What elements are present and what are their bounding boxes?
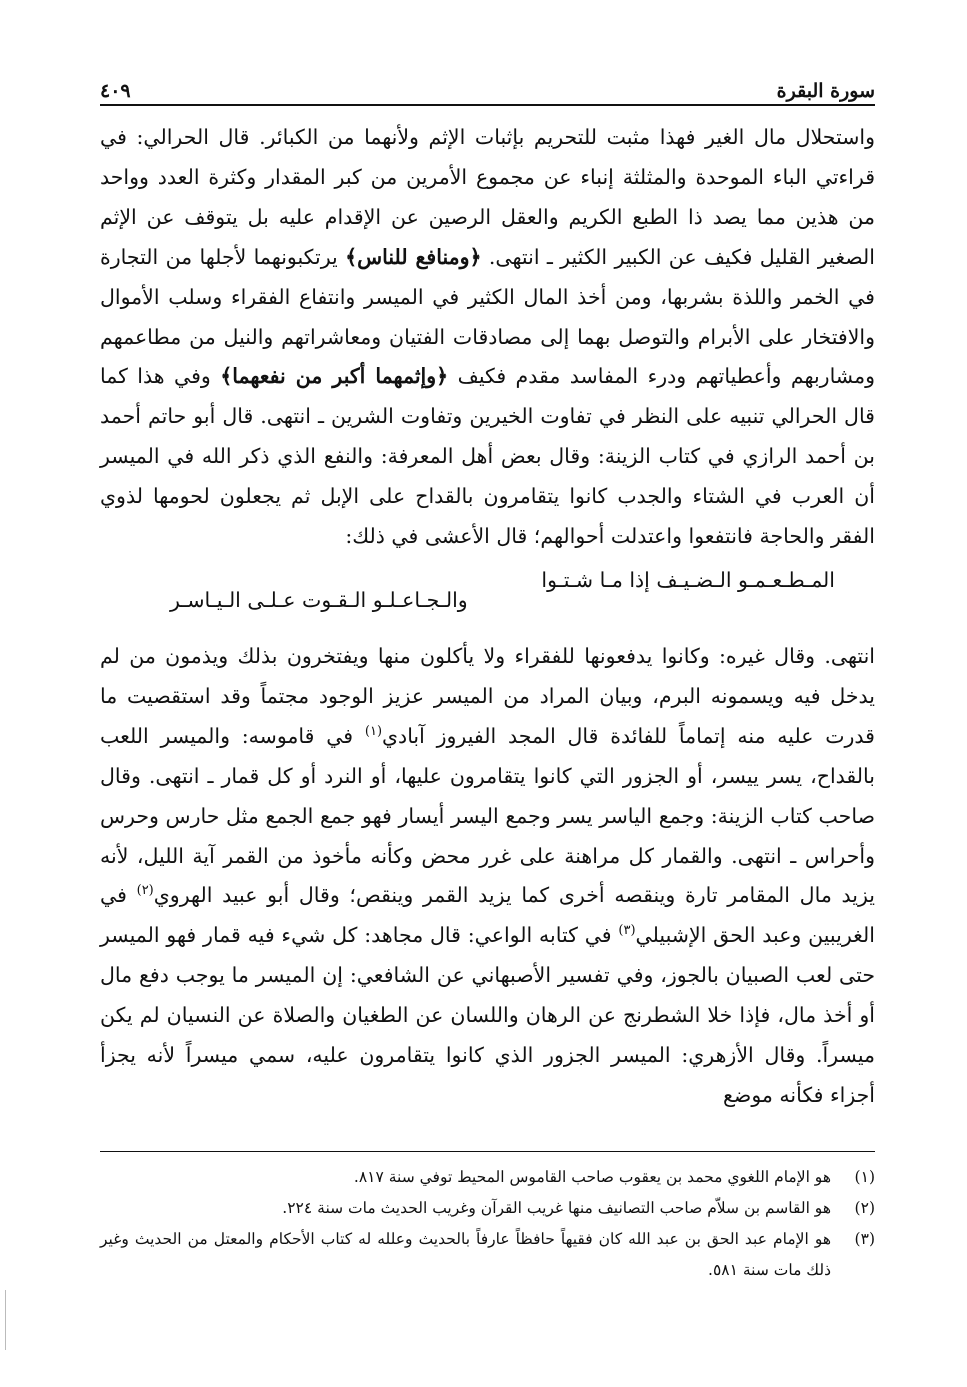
text-segment: في قاموسه: والميسر اللعب بالقداح، يسر ييسر، أو الجزور التي كانوا يتقامرون عليها، أو النرد أو كل قمار ـ انتهى. وقال صاحب كتاب الزينة: وجمع الياسر يسر وجمع اليسر أيسار فهو جمع الجمع مثل حارس وحرس وأحراس ـ انتهى. والقمار كل مراهنة على غرر محض وكأنه مأخوذ من القمر آية الليل، لأنه يزيد مال المقامر تارة وينقصه أخرى كما يزيد القمر وينقص؛ وقال أبو عبيد الهروي <box>100 723 875 908</box>
footnote-number: (٣) <box>854 1230 875 1248</box>
page-number: ٤٠٩ <box>100 80 131 102</box>
text-segment: في الغريبين وعبد الحق الإشبيلي <box>100 883 875 948</box>
main-text <box>100 118 875 1116</box>
footnote <box>100 1193 875 1224</box>
quran-quote: ﴿وإثمهما أكبر من نفعهما﴾ <box>220 364 449 389</box>
footnote-divider <box>100 1151 875 1152</box>
footnotes <box>100 1162 875 1286</box>
footnote-ref[interactable]: (١) <box>364 723 383 739</box>
text-segment: في كتابه الواعي: قال مجاهد: كل شيء فيه قمار فهو الميسر حتى لعب الصبيان بالجوز، وفي تفسير الأصبهاني عن الشافعي: إن الميسر ما يوجب دفع مال أو أخذ مال، فإذا خلا الشطرنج عن الرهان واللسان عن الطغيان والصلاة عن النسيان لم يكن ميسراً. وقال الأزهري: الميسر الجزور الذي كانوا يتقامرون عليه، سمي ميسراً لأنه يجزأ أجزاء فكأنه موضع <box>100 923 875 1107</box>
footnote-text: هو الإمام اللغوي محمد بن يعقوب صاحب القاموس المحيط توفي سنة ٨١٧. <box>353 1168 831 1186</box>
footnote <box>100 1224 875 1286</box>
footnote-text: هو القاسم بن سلاّم صاحب التصانيف منها غريب القرآن وغريب الحديث مات سنة ٢٢٤. <box>282 1199 831 1217</box>
footnote-text: هو الإمام عبد الحق بن عبد الله كان فقيهاً حافظاً عارفاً بالحديث وعلله له كتاب الأحكام والمعتل من الحديث وغير ذلك مات سنة ٥٨١. <box>100 1230 831 1279</box>
verse-first-hemistich: المـطـعـمـو الـضـيـف إذا مـا شـتـوا <box>541 567 835 592</box>
poetry-verse <box>100 557 875 637</box>
paragraph-1 <box>100 118 875 557</box>
scan-margin-line <box>5 1290 6 1350</box>
text-segment: انتهى. وقال غيره: وكانوا يدفعونها للفقراء ولا يأكلون منها ويفتخرون بذلك ويذمون من لم يدخل فيه ويسمونه البرم، وبيان المراد من الميسر عزيز الوجود مجتماً وقد استقصيت ما قدرت عليه منه إتماماً للفائدة قال المجد الفيروز آبادي <box>100 643 875 748</box>
quran-quote: ﴿ومنافع للناس﴾ <box>345 244 482 269</box>
footnote-number: (٢) <box>854 1199 875 1217</box>
header-divider <box>100 104 875 106</box>
footnote-ref[interactable]: (٣) <box>618 923 636 939</box>
footnote <box>100 1162 875 1193</box>
text-segment: وفي هذا كما قال الحرالي تنبيه على النظر في تفاوت الخيرين وتفاوت الشرين ـ انتهى. قال أبو حاتم أحمد بن أحمد الرازي في كتاب الزينة: وقال بعض أهل المعرفة: والنفع الذي ذكر الله في الميسر أن العرب في الشتاء والجدب كانوا يتقامرون بالقداح على الإبل ثم يجعلون لحومها لذوي الفقر والحاجة فانتفعوا واعتدلت أحوالهم؛ قال الأعشى في ذلك: <box>100 364 875 549</box>
footnote-number: (١) <box>854 1168 875 1186</box>
page-header <box>100 70 875 102</box>
surah-title: سورة البقرة <box>776 80 875 102</box>
footnote-ref[interactable]: (٢) <box>136 883 154 899</box>
paragraph-2 <box>100 637 875 1116</box>
text-segment: يرتكبونهما لأجلها من التجارة في الخمر واللذة بشربها، ومن أخذ المال الكثير في الميسر وانتفاع الفقراء وسلب الأموال والافتخار على الأبرام والتوصل بهما إلى مصادقات الفتيان ومعاشراتهم والنيل من مطاعمهم ومشاربهم وأعطياتهم ودرء المفاسد مقدم فكيف <box>100 244 875 389</box>
verse-second-hemistich: والـجـاعـلـو الـقـوت عـلـى الـيـاسـر <box>170 587 468 612</box>
text-segment: واستحلال مال الغير فهذا مثبت للتحريم بإثبات الإثم ولأنهما من الكبائر. قال الحرالي: في قراءتي الباء الموحدة والمثلثة إنباء عن مجموع الأمرين من كبر المقدار وكثرة العدد وواحد من هذين مما يصد ذا الطبع الكريم والعقل الرصين عن الإقدام عليه بل يتوقف عن الإثم الصغير القليل فكيف عن الكبير الكثير ـ انتهى. <box>100 125 875 269</box>
